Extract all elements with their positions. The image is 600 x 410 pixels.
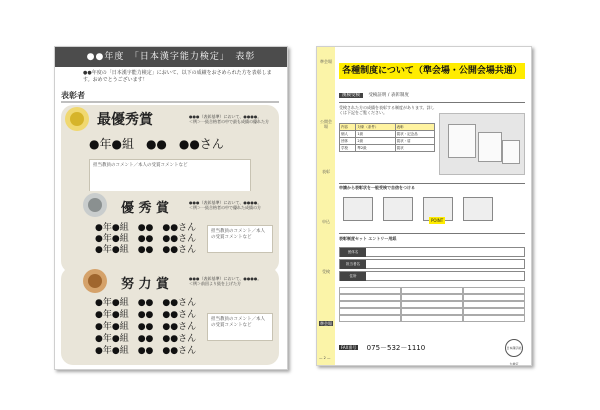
table-cell: 賞状・記念品 [395, 131, 434, 138]
winner-name: ●年●組 ●● ●●さん [95, 322, 197, 332]
subtitle-row [339, 92, 525, 100]
winner-name: ●年●組 ●● ●●さん [95, 346, 197, 356]
award-title: 優 秀 賞 [121, 201, 170, 216]
award-box-excellence [61, 191, 279, 273]
side-label: 受検 [322, 269, 330, 274]
table-cell: 1級 [356, 131, 395, 138]
product-photo [439, 113, 525, 175]
grid-cell [401, 294, 463, 301]
table-row [340, 138, 435, 145]
table-cell: 賞状・盾 [395, 138, 434, 145]
side-label: 公開会場 [320, 119, 332, 129]
comment-box: 担当教員のコメント／本人の受賞コメントなど [207, 225, 273, 253]
seal-mark: 日本漢字能力検定 [505, 339, 523, 357]
flow-box [463, 197, 493, 221]
divider [339, 183, 525, 184]
comment-box: 担当教員のコメント／本人の受賞コメントなど [207, 313, 273, 341]
grid-cell [339, 315, 401, 322]
table-cell: 準2級 [356, 145, 395, 152]
fax-number: 075－532－1110 [366, 344, 426, 352]
divider [339, 233, 525, 234]
grid-cell [339, 301, 401, 308]
grid-cell [463, 294, 525, 301]
grid-cell [401, 301, 463, 308]
winner-list [95, 297, 196, 357]
form-row [339, 247, 525, 257]
intro-text: 受検された方の成績を表彰する制度があります。詳しくは下記をご覧ください。 [339, 105, 435, 115]
medal-center [70, 112, 84, 126]
bronze-medal-icon [83, 269, 107, 293]
medal-center [88, 198, 102, 212]
fax-tag: FAX番号 [341, 345, 357, 350]
section-heading: 申請から表彰状を一般受検で自信をつける [339, 185, 415, 190]
table-header: 内容 [340, 124, 356, 131]
photo-item [448, 124, 476, 158]
grid-cell [463, 301, 525, 308]
table-cell: 個人 [340, 131, 356, 138]
photo-item [502, 140, 520, 164]
grid-cell [463, 308, 525, 315]
award-criteria: ●●●（表彰基準）において、●●●●。 ＜例＞前回より級を上げた方 [189, 276, 262, 286]
flow-box [383, 197, 413, 221]
divider [339, 102, 525, 103]
entry-grid [339, 287, 525, 327]
table-cell: 団体 [340, 138, 356, 145]
award-criteria: ●●●（表彰基準）において、●●●●。 ＜例＞一級合格者の中で優れた成績の方 [189, 200, 262, 210]
form-label: 担当者名 [340, 260, 366, 269]
award-document-page [54, 46, 288, 370]
table-cell: 2級 [356, 138, 395, 145]
table-header: 対象（条件） [356, 124, 395, 131]
form-row [339, 259, 525, 269]
grid-cell [463, 287, 525, 294]
grid-cell [339, 287, 401, 294]
winner-name: ●年●組 ●● ●●さん [95, 310, 197, 320]
point-label: POINT [431, 218, 444, 223]
winner-name: ●年●組 ●● ●●さん [95, 334, 197, 344]
grid-cell [339, 308, 401, 315]
table-cell: 学校 [340, 145, 356, 152]
fax-line [339, 343, 425, 353]
grid-cell [339, 294, 401, 301]
table-cell: 賞状 [395, 145, 434, 152]
subtitle-tag: 漢検受検 [339, 93, 363, 98]
title-banner [339, 63, 525, 79]
section-divider [61, 101, 279, 103]
photo-item [478, 132, 502, 162]
grid-cell [401, 315, 463, 322]
side-label: 申込 [322, 219, 330, 224]
grid-cell [401, 287, 463, 294]
flow-box [343, 197, 373, 221]
section-title: 表彰者 [61, 91, 85, 100]
winner-name: ●年●組 ●● ●●さん [95, 234, 197, 244]
intro-text: ●●年度の「日本漢字能力検定」において、以下の成績をおさめられた方を表彰します。おめでとうございます！ [83, 70, 272, 83]
subtitle: 受検証明 / 表彰制度 [368, 93, 409, 98]
table-row [340, 145, 435, 152]
side-label-active: 準会場 [320, 321, 332, 326]
document-header: ●●年度 「日本漢字能力検定」 表彰 [55, 47, 287, 67]
section-heading: 表彰制度セット エントリー用紙 [339, 236, 397, 241]
side-label: 準会場 [320, 59, 332, 64]
grid-cell [401, 308, 463, 315]
page-title: 各種制度について（準会場・公開会場共通） [342, 66, 522, 76]
form-label: 団体名 [340, 248, 366, 257]
info-document-page [316, 46, 532, 366]
silver-medal-icon [83, 193, 107, 217]
medal-center [88, 274, 102, 288]
info-table [339, 123, 435, 152]
comment-box: 担当教員のコメント／本人の受賞コメントなど [89, 159, 251, 199]
winner-name: ●年●組 ●● ●●さん [95, 298, 197, 308]
gold-medal-icon [65, 107, 89, 131]
award-criteria: ●●●（表彰基準）において、●●●●。 ＜例＞一級合格者の中で最も成績の優れた方 [189, 114, 269, 124]
form-row [339, 271, 525, 281]
winner-name: ●年●組 ●● ●●さん [89, 137, 224, 151]
award-title: 努 力 賞 [121, 277, 170, 292]
form-label: 住所 [340, 272, 366, 281]
award-box-effort [61, 267, 279, 365]
side-label: 表彰 [322, 169, 330, 174]
table-header: 表彰 [395, 124, 434, 131]
table-row [340, 131, 435, 138]
side-index-bar [317, 47, 335, 365]
winner-name: ●年●組 ●● ●●さん [95, 223, 197, 233]
award-title: 最優秀賞 [97, 112, 153, 128]
page-number: — 2 — [319, 356, 331, 360]
winner-list [95, 223, 196, 256]
winner-name: ●年●組 ●● ●●さん [95, 245, 197, 255]
grid-cell [463, 315, 525, 322]
